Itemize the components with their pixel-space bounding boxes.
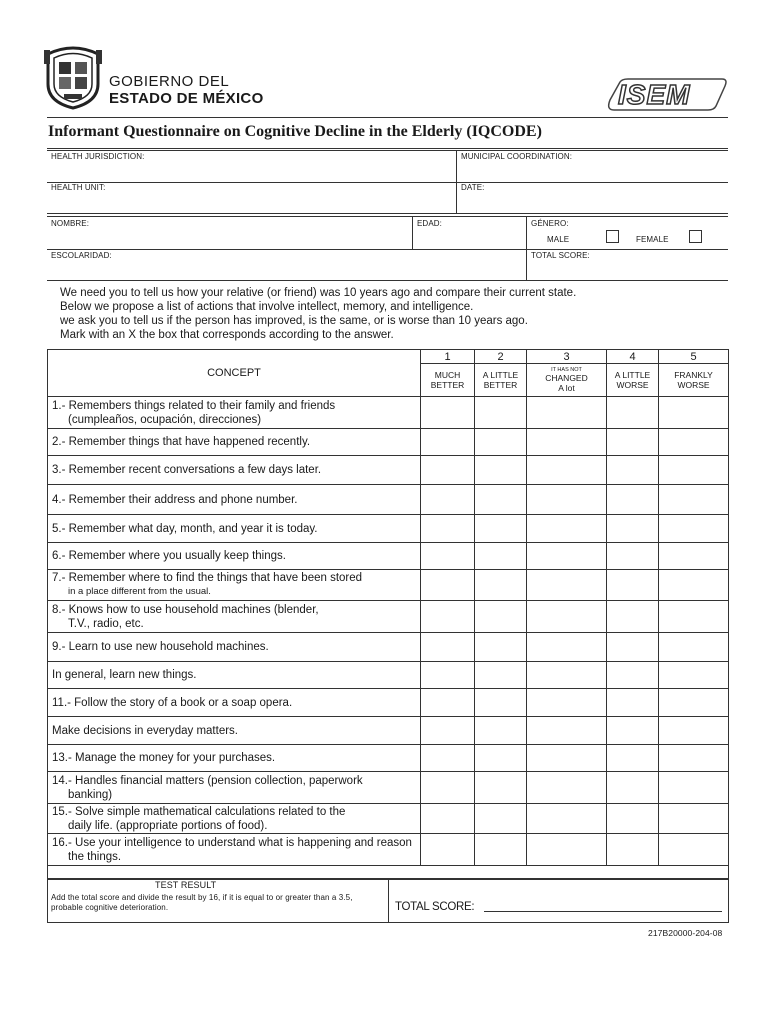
col-2-label-a: A LITTLE bbox=[482, 370, 519, 380]
item-text: 4.- Remember their address and phone number. bbox=[52, 493, 298, 506]
answer-cell-2[interactable] bbox=[475, 485, 527, 515]
answer-cell-5[interactable] bbox=[659, 485, 729, 515]
col-3-label-b: A lot bbox=[558, 383, 575, 393]
item-text: 1.- Remembers things related to their family and friends bbox=[52, 399, 336, 412]
answer-cell-5[interactable] bbox=[659, 745, 729, 772]
item-text: 13.- Manage the money for your purchases. bbox=[52, 752, 276, 764]
item-text: 3.- Remember recent conversations a few days later. bbox=[52, 464, 322, 476]
answer-cell-1[interactable] bbox=[421, 429, 475, 456]
answer-cell-3[interactable] bbox=[527, 804, 607, 834]
table-row bbox=[48, 570, 729, 601]
answer-cell-3[interactable] bbox=[527, 662, 607, 689]
grid-line bbox=[47, 213, 728, 214]
col-3-header bbox=[527, 364, 607, 397]
answer-cell-3[interactable] bbox=[527, 689, 607, 717]
male-label: MALE bbox=[547, 235, 570, 244]
intro-line-4: Mark with an X the box that corresponds according to the answer. bbox=[60, 329, 394, 341]
answer-cell-4[interactable] bbox=[607, 397, 659, 429]
answer-cell-2[interactable] bbox=[475, 570, 527, 601]
isem-logo bbox=[604, 78, 728, 112]
answer-cell-4[interactable] bbox=[607, 485, 659, 515]
answer-cell-1[interactable] bbox=[421, 745, 475, 772]
answer-cell-1[interactable] bbox=[421, 570, 475, 601]
answer-cell-3[interactable] bbox=[527, 834, 607, 866]
table-row bbox=[48, 689, 729, 717]
government-name bbox=[109, 73, 264, 107]
answer-cell-3[interactable] bbox=[527, 485, 607, 515]
item-text: 11.- Follow the story of a book or a soap opera. bbox=[52, 696, 293, 709]
header-numbers-row bbox=[48, 350, 729, 364]
government-line-2: ESTADO DE MÉXICO bbox=[109, 90, 264, 107]
answer-cell-3[interactable] bbox=[527, 515, 607, 543]
answer-cell-2[interactable] bbox=[475, 834, 527, 866]
test-result-title: TEST RESULT bbox=[155, 880, 217, 890]
table-row bbox=[48, 772, 729, 804]
government-line-1: GOBIERNO DEL bbox=[109, 73, 230, 90]
health-unit-field[interactable]: HEALTH UNIT: bbox=[51, 183, 106, 192]
table-row bbox=[48, 662, 729, 689]
answer-cell-2[interactable] bbox=[475, 543, 527, 570]
test-result-instructions: Add the total score and divide the result by 16, if it is equal to or greater than a 3.5, probable cognitive deterioration. bbox=[51, 893, 353, 912]
answer-cell-3[interactable] bbox=[527, 745, 607, 772]
item-concept bbox=[48, 689, 421, 717]
answer-cell-3[interactable] bbox=[527, 772, 607, 804]
item-concept bbox=[48, 633, 421, 662]
col-4-header bbox=[607, 364, 659, 397]
col-number-1: 1 bbox=[421, 350, 475, 364]
answer-cell-3[interactable] bbox=[527, 543, 607, 570]
item-text: Make decisions in everyday matters. bbox=[52, 724, 238, 737]
answer-cell-2[interactable] bbox=[475, 689, 527, 717]
table-row bbox=[48, 601, 729, 633]
total-score-field[interactable]: TOTAL SCORE: bbox=[531, 251, 590, 260]
answer-cell-5[interactable] bbox=[659, 397, 729, 429]
answer-cell-5[interactable] bbox=[659, 515, 729, 543]
answer-cell-4[interactable] bbox=[607, 570, 659, 601]
col-2-header bbox=[475, 364, 527, 397]
answer-cell-2[interactable] bbox=[475, 601, 527, 633]
intro-line-2: Below we propose a list of actions that involve intellect, memory, and intelligence. bbox=[60, 301, 474, 313]
grid-line bbox=[412, 216, 413, 249]
table-row bbox=[48, 717, 729, 745]
answer-cell-4[interactable] bbox=[607, 601, 659, 633]
table-row bbox=[48, 804, 729, 834]
isem-logo-text: ISEM bbox=[618, 79, 691, 110]
item-concept bbox=[48, 570, 421, 601]
answer-cell-4[interactable] bbox=[607, 456, 659, 485]
result-total-score-label: TOTAL SCORE: bbox=[395, 901, 475, 913]
table-row bbox=[48, 543, 729, 570]
grid-line bbox=[47, 150, 728, 151]
answer-cell-5[interactable] bbox=[659, 804, 729, 834]
genero-label: GÉNERO: bbox=[531, 219, 569, 228]
answer-cell-4[interactable] bbox=[607, 543, 659, 570]
item-text-continued: in a place different from the usual. bbox=[68, 586, 211, 597]
answer-cell-3[interactable] bbox=[527, 429, 607, 456]
answer-cell-4[interactable] bbox=[607, 429, 659, 456]
answer-cell-4[interactable] bbox=[607, 515, 659, 543]
col-5-label-b: WORSE bbox=[677, 380, 710, 390]
grid-line bbox=[47, 280, 728, 281]
item-concept bbox=[48, 397, 421, 429]
answer-cell-5[interactable] bbox=[659, 834, 729, 866]
item-concept bbox=[48, 601, 421, 633]
answer-cell-5[interactable] bbox=[659, 633, 729, 662]
answer-cell-5[interactable] bbox=[659, 717, 729, 745]
answer-cell-2[interactable] bbox=[475, 772, 527, 804]
answer-cell-2[interactable] bbox=[475, 397, 527, 429]
grid-line bbox=[47, 878, 48, 923]
female-label: FEMALE bbox=[636, 235, 669, 244]
answer-cell-2[interactable] bbox=[475, 456, 527, 485]
edad-field[interactable]: EDAD: bbox=[417, 219, 442, 228]
answer-cell-1[interactable] bbox=[421, 397, 475, 429]
answer-cell-4[interactable] bbox=[607, 689, 659, 717]
answer-cell-1[interactable] bbox=[421, 633, 475, 662]
col-number-2: 2 bbox=[475, 350, 527, 364]
item-concept bbox=[48, 485, 421, 515]
health-jurisdiction-field[interactable]: HEALTH JURISDICTION: bbox=[51, 152, 145, 161]
answer-cell-1[interactable] bbox=[421, 717, 475, 745]
item-concept bbox=[48, 772, 421, 804]
table-row bbox=[48, 429, 729, 456]
answer-cell-3[interactable] bbox=[527, 717, 607, 745]
form-code: 217B20000-204-08 bbox=[648, 928, 723, 938]
answer-cell-1[interactable] bbox=[421, 772, 475, 804]
concept-header: CONCEPT bbox=[48, 350, 421, 397]
item-concept bbox=[48, 543, 421, 570]
item-concept bbox=[48, 804, 421, 834]
col-1-label-b: BETTER bbox=[430, 380, 465, 390]
grid-line bbox=[456, 150, 457, 213]
answer-cell-3[interactable] bbox=[527, 601, 607, 633]
answer-cell-1[interactable] bbox=[421, 804, 475, 834]
answer-cell-2[interactable] bbox=[475, 633, 527, 662]
answer-cell-4[interactable] bbox=[607, 745, 659, 772]
col-1-header bbox=[421, 364, 475, 397]
date-field[interactable]: DATE: bbox=[461, 183, 485, 192]
answer-cell-5[interactable] bbox=[659, 456, 729, 485]
grid-line bbox=[388, 878, 389, 923]
intro-line-1: We need you to tell us how your relative (or friend) was 10 years ago and compare their current state. bbox=[60, 287, 577, 299]
item-text-continued: daily life. (appropriate portions of food). bbox=[68, 819, 268, 832]
col-5-header bbox=[659, 364, 729, 397]
item-concept bbox=[48, 662, 421, 689]
table-row bbox=[48, 397, 729, 429]
table-row bbox=[48, 834, 729, 866]
answer-cell-2[interactable] bbox=[475, 745, 527, 772]
grid-line bbox=[47, 249, 728, 250]
female-checkbox[interactable] bbox=[689, 230, 702, 243]
answer-cell-5[interactable] bbox=[659, 429, 729, 456]
item-text: 16.- Use your intelligence to understand what is happening and reason bbox=[52, 836, 412, 849]
answer-cell-4[interactable] bbox=[607, 633, 659, 662]
item-concept bbox=[48, 717, 421, 745]
table-row bbox=[48, 745, 729, 772]
answer-cell-3[interactable] bbox=[527, 570, 607, 601]
item-text: 7.- Remember where to find the things that have been stored bbox=[52, 572, 363, 584]
item-text: 5.- Remember what day, month, and year it is today. bbox=[52, 522, 318, 535]
answer-cell-5[interactable] bbox=[659, 570, 729, 601]
col-1-label-a: MUCH bbox=[434, 370, 461, 380]
item-text: 8.- Knows how to use household machines (blender, bbox=[52, 603, 319, 616]
col-3-label-a: CHANGED bbox=[545, 373, 588, 383]
answer-cell-1[interactable] bbox=[421, 601, 475, 633]
header-rule bbox=[47, 117, 728, 118]
answer-cell-1[interactable] bbox=[421, 543, 475, 570]
answer-cell-4[interactable] bbox=[607, 717, 659, 745]
item-text-continued: banking) bbox=[68, 788, 113, 801]
col-3-label-top: IT HAS NOT bbox=[551, 367, 582, 373]
answer-cell-3[interactable] bbox=[527, 456, 607, 485]
col-4-label-b: WORSE bbox=[616, 380, 649, 390]
item-text: 14.- Handles financial matters (pension collection, paperwork bbox=[52, 774, 363, 787]
answer-cell-1[interactable] bbox=[421, 689, 475, 717]
answer-cell-1[interactable] bbox=[421, 485, 475, 515]
answer-cell-1[interactable] bbox=[421, 515, 475, 543]
answer-cell-4[interactable] bbox=[607, 834, 659, 866]
answer-cell-2[interactable] bbox=[475, 804, 527, 834]
form-title: Informant Questionnaire on Cognitive Decline in the Elderly (IQCODE) bbox=[48, 123, 542, 140]
item-text: 9.- Learn to use new household machines. bbox=[52, 641, 269, 653]
nombre-field[interactable]: NOMBRE: bbox=[51, 219, 90, 228]
col-4-label-a: A LITTLE bbox=[614, 370, 651, 380]
col-number-3: 3 bbox=[527, 350, 607, 364]
questionnaire-table bbox=[47, 349, 729, 880]
grid-line bbox=[47, 216, 728, 217]
grid-line bbox=[47, 182, 728, 183]
answer-cell-5[interactable] bbox=[659, 543, 729, 570]
grid-line bbox=[47, 148, 728, 149]
item-concept bbox=[48, 429, 421, 456]
item-text: In general, learn new things. bbox=[52, 669, 197, 681]
item-text-continued: T.V., radio, etc. bbox=[68, 617, 144, 630]
answer-cell-1[interactable] bbox=[421, 834, 475, 866]
answer-cell-5[interactable] bbox=[659, 689, 729, 717]
answer-cell-2[interactable] bbox=[475, 662, 527, 689]
answer-cell-2[interactable] bbox=[475, 717, 527, 745]
item-concept bbox=[48, 456, 421, 485]
item-text-continued: the things. bbox=[68, 850, 122, 863]
item-text-continued: (cumpleaños, ocupación, direcciones) bbox=[68, 413, 262, 426]
intro-line-3: we ask you to tell us if the person has improved, is the same, or is worse than 10 years ago. bbox=[60, 315, 528, 327]
answer-cell-4[interactable] bbox=[607, 804, 659, 834]
answer-cell-3[interactable] bbox=[527, 633, 607, 662]
total-score-input-line[interactable] bbox=[484, 911, 722, 912]
answer-cell-5[interactable] bbox=[659, 662, 729, 689]
municipal-coordination-field[interactable]: MUNICIPAL COORDINATION: bbox=[461, 152, 573, 161]
answer-cell-2[interactable] bbox=[475, 515, 527, 543]
escolaridad-field[interactable]: ESCOLARIDAD: bbox=[51, 251, 112, 260]
item-concept bbox=[48, 834, 421, 866]
table-row bbox=[48, 633, 729, 662]
col-number-5: 5 bbox=[659, 350, 729, 364]
item-text: 2.- Remember things that have happened recently. bbox=[52, 436, 311, 448]
answer-cell-4[interactable] bbox=[607, 772, 659, 804]
grid-line bbox=[728, 878, 729, 923]
answer-cell-3[interactable] bbox=[527, 397, 607, 429]
answer-cell-5[interactable] bbox=[659, 772, 729, 804]
answer-cell-5[interactable] bbox=[659, 601, 729, 633]
col-5-label-a: FRANKLY bbox=[674, 370, 713, 380]
item-concept bbox=[48, 515, 421, 543]
answer-cell-2[interactable] bbox=[475, 429, 527, 456]
answer-cell-1[interactable] bbox=[421, 662, 475, 689]
male-checkbox[interactable] bbox=[606, 230, 619, 243]
item-concept bbox=[48, 745, 421, 772]
col-number-4: 4 bbox=[607, 350, 659, 364]
item-text: 15.- Solve simple mathematical calculations related to the bbox=[52, 805, 346, 818]
answer-cell-4[interactable] bbox=[607, 662, 659, 689]
table-row bbox=[48, 456, 729, 485]
answer-cell-1[interactable] bbox=[421, 456, 475, 485]
coat-of-arms-logo bbox=[42, 44, 104, 110]
table-row bbox=[48, 485, 729, 515]
table-row bbox=[48, 515, 729, 543]
item-text: 6.- Remember where you usually keep things. bbox=[52, 550, 286, 562]
grid-line bbox=[526, 216, 527, 280]
col-2-label-b: BETTER bbox=[483, 380, 518, 390]
